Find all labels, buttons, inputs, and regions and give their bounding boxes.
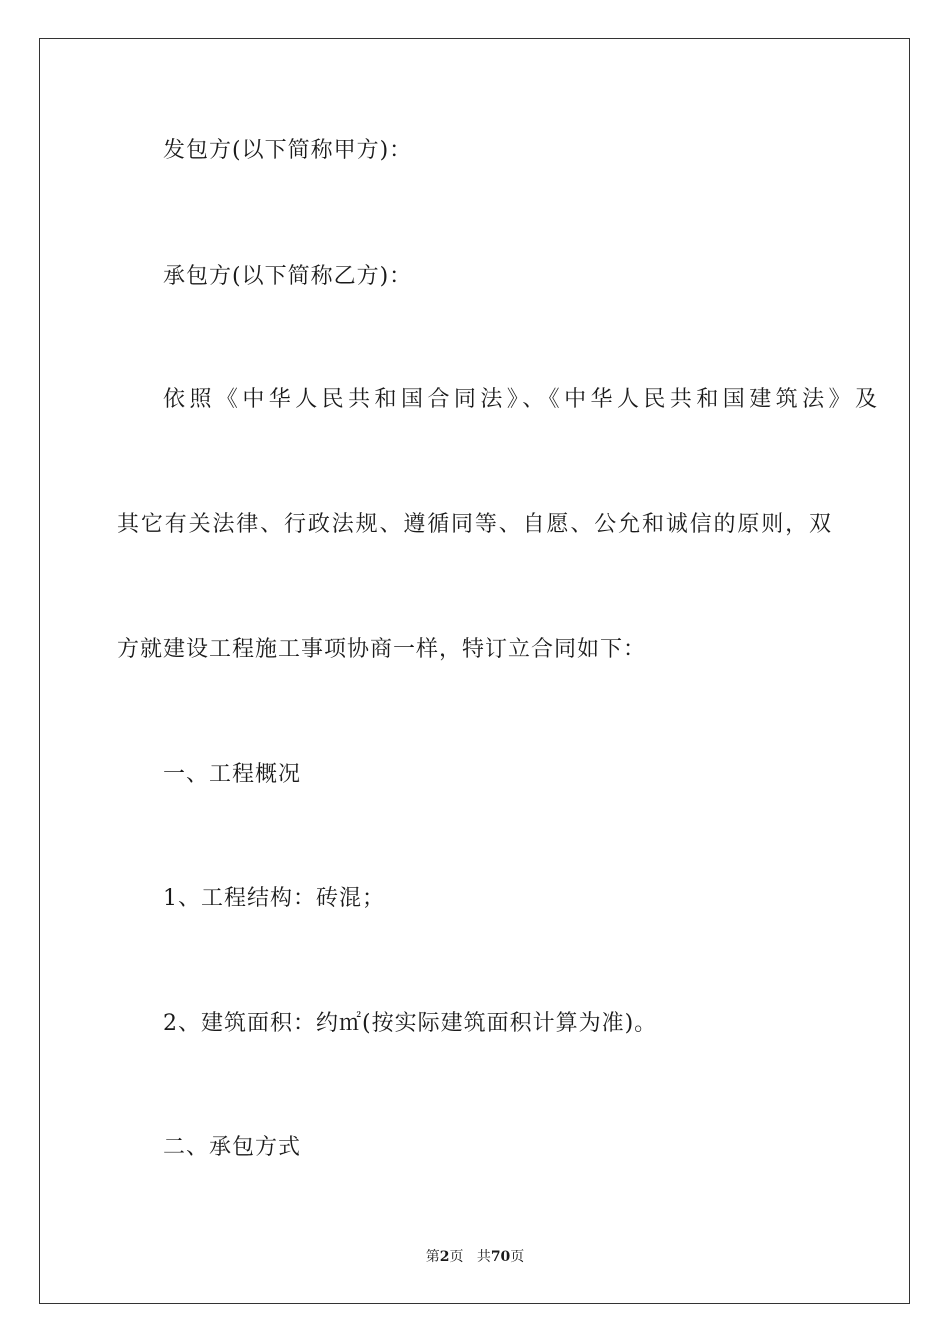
footer-total-prefix: 共 [476,1249,491,1265]
footer-page-suffix: 页 [449,1249,464,1265]
preamble-line-3: 方就建设工程施工事项协商一样，特订立合同如下： [117,637,647,662]
page-frame [39,38,910,1304]
footer-page-number: 2 [439,1249,450,1265]
preamble-line-2: 其它有关法律、行政法规、遵循同等、自愿、公允和诚信的原则，双 [117,512,831,537]
page-footer [0,1247,950,1267]
item-2-area: 2、建筑面积：约㎡(按实际建筑面积计算为准)。 [163,1011,658,1036]
preamble-line-1: 依照《中华人民共和国合同法》、《中华人民共和国建筑法》及 [163,387,877,412]
footer-total-suffix: 页 [510,1249,525,1265]
footer-total-pages: 70 [490,1249,511,1265]
party-a-line: 发包方(以下简称甲方)： [163,138,413,163]
section-2-heading: 二、承包方式 [163,1135,302,1160]
footer-page-prefix: 第 [425,1249,440,1265]
item-1-structure: 1、工程结构：砖混； [163,886,385,911]
party-b-line: 承包方(以下简称乙方)： [163,264,413,289]
section-1-heading: 一、工程概况 [163,762,302,787]
